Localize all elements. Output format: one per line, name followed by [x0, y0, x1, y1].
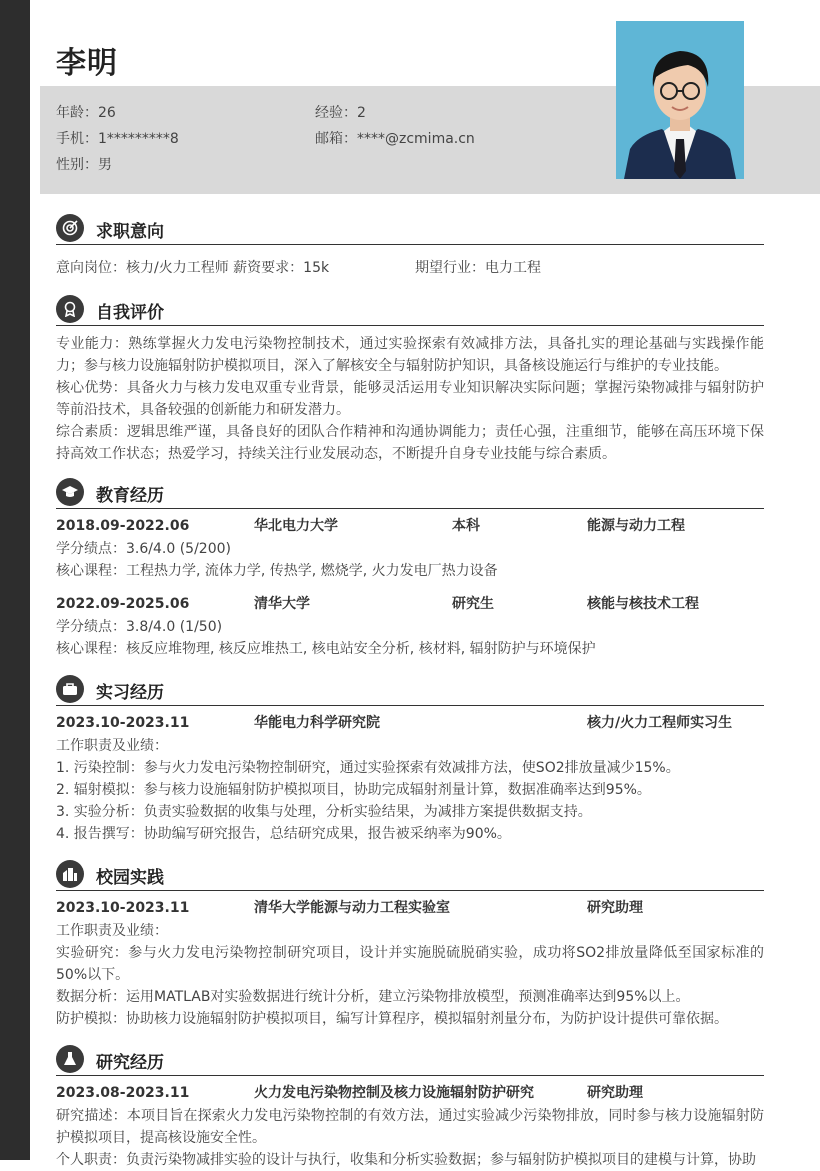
edu-gpa: 学分绩点：3.6/4.0 (5/200): [56, 541, 231, 557]
candidate-name: 李明: [56, 46, 118, 81]
campus-role: 研究助理: [587, 900, 643, 916]
target-icon: [56, 214, 84, 242]
research-project: 火力发电污染物控制及核力设施辐射防护研究: [254, 1085, 534, 1101]
edu-period: 2022.09-2025.06: [56, 596, 190, 612]
left-accent-bar: [0, 0, 30, 1160]
self-eval-paragraph: 综合素质：逻辑思维严谨，具备良好的团队合作精神和沟通协调能力；责任心强，注重细节，能够在高压环境下保持高效工作状态；热爱学习，持续关注行业发展动态，不断提升自身专业技能与综合素质。: [56, 424, 764, 462]
experience: 经验：2: [315, 105, 366, 121]
campus-line: 防护模拟：协助核力设施辐射防护模拟项目，编写计算程序，模拟辐射剂量分布，为防护设计提供可靠依据。: [56, 1011, 728, 1027]
phone: 手机：1*********8: [56, 131, 179, 147]
internship-line: 3. 实验分析：负责实验数据的收集与处理，分析实验结果，为减排方案提供数据支持。: [56, 804, 592, 820]
self-eval-paragraph: 核心优势：具备火力与核力发电双重专业背景，能够灵活运用专业知识解决实际问题；掌握污染物减排与辐射防护等前沿技术，具备较强的创新能力和研发潜力。: [56, 380, 764, 418]
education-entry-header: [56, 514, 764, 538]
section-title: 校园实践: [96, 868, 164, 888]
section-title: 研究经历: [96, 1053, 164, 1073]
self-evaluation-section: [56, 295, 764, 465]
edu-degree: 本科: [452, 518, 480, 534]
section-header: [56, 1045, 764, 1076]
internship-line: 1. 污染控制：参与火力发电污染物控制研究，通过实验探索有效减排方法，使SO2排放量减少15%。: [56, 760, 680, 776]
internship-org: 华能电力科学研究院: [254, 715, 380, 731]
internship-role: 核力/火力工程师实习生: [587, 715, 733, 731]
edu-major: 核能与核技术工程: [587, 596, 699, 612]
badge-icon: [56, 295, 84, 323]
section-title: 自我评价: [96, 303, 164, 323]
edu-major: 能源与动力工程: [587, 518, 685, 534]
section-title: 教育经历: [96, 486, 164, 506]
intent-industry: 期望行业：电力工程: [415, 260, 541, 276]
briefcase-icon: [56, 675, 84, 703]
research-line: 研究描述：本项目旨在探索火力发电污染物控制的有效方法，通过实验减少污染物排放，同时参与核力设施辐射防护模拟项目，提高核设施安全性。: [56, 1108, 764, 1146]
internship-line: 2. 辐射模拟：参与核力设施辐射防护模拟项目，协助完成辐射剂量计算，数据准确率达到95%。: [56, 782, 651, 798]
internship-period: 2023.10-2023.11: [56, 715, 190, 731]
section-header: [56, 214, 764, 245]
campus-period: 2023.10-2023.11: [56, 900, 190, 916]
building-icon: [56, 860, 84, 888]
internship-line: 工作职责及业绩：: [56, 738, 168, 754]
flask-icon: [56, 1045, 84, 1073]
edu-courses: 核心课程：工程热力学, 流体力学, 传热学, 燃烧学, 火力发电厂热力设备: [56, 563, 498, 579]
campus-line: 数据分析：运用MATLAB对实验数据进行统计分析，建立污染物排放模型，预测准确率达到95%以上。: [56, 989, 690, 1005]
edu-degree: 研究生: [452, 596, 494, 612]
internship-section: [56, 675, 764, 845]
section-title: 求职意向: [96, 222, 164, 242]
section-header: [56, 860, 764, 891]
campus-line: 实验研究：参与火力发电污染物控制研究项目，设计并实施脱硫脱硝实验，成功将SO2排放量降低至国家标准的50%以下。: [56, 945, 764, 983]
section-title: 实习经历: [96, 683, 164, 703]
edu-school: 清华大学: [254, 596, 310, 612]
edu-gpa: 学分绩点：3.8/4.0 (1/50): [56, 619, 223, 635]
intent-position-salary: 意向岗位：核力/火力工程师 薪资要求：15k: [56, 260, 330, 276]
research-period: 2023.08-2023.11: [56, 1085, 190, 1101]
section-header: [56, 478, 764, 509]
edu-school: 华北电力大学: [254, 518, 338, 534]
research-line: 个人职责：负责污染物减排实验的设计与执行，收集和分析实验数据；参与辐射防护模拟项目的建模与计算，协助: [56, 1152, 756, 1168]
edu-period: 2018.09-2022.06: [56, 518, 190, 534]
gender: 性别：男: [56, 157, 112, 173]
research-section: [56, 1045, 764, 1171]
campus-entry-header: [56, 896, 764, 920]
education-section: [56, 478, 764, 660]
internship-line: 4. 报告撰写：协助编写研究报告，总结研究成果，报告被采纳率为90%。: [56, 826, 511, 842]
section-header: [56, 675, 764, 706]
campus-line: 工作职责及业绩：: [56, 923, 168, 939]
education-entry-header: [56, 592, 764, 616]
profile-photo: [616, 21, 744, 179]
email: 邮箱：****@zcmima.cn: [315, 131, 475, 147]
section-header: [56, 295, 764, 326]
research-entry-header: [56, 1081, 764, 1105]
research-role: 研究助理: [587, 1085, 643, 1101]
self-eval-paragraph: 专业能力：熟练掌握火力发电污染物控制技术，通过实验探索有效减排方法，具备扎实的理论基础与实践操作能力；参与核力设施辐射防护模拟项目，深入了解核安全与辐射防护知识，具备核设施运行与维护的专业技能。: [56, 336, 764, 374]
campus-practice-section: [56, 860, 764, 1030]
campus-org: 清华大学能源与动力工程实验室: [254, 900, 450, 916]
edu-courses: 核心课程：核反应堆物理, 核反应堆热工, 核电站安全分析, 核材料, 辐射防护与环境保护: [56, 641, 596, 657]
age: 年龄：26: [56, 105, 116, 121]
internship-entry-header: [56, 711, 764, 735]
graduation-cap-icon: [56, 478, 84, 506]
job-intent-section: [56, 214, 764, 281]
